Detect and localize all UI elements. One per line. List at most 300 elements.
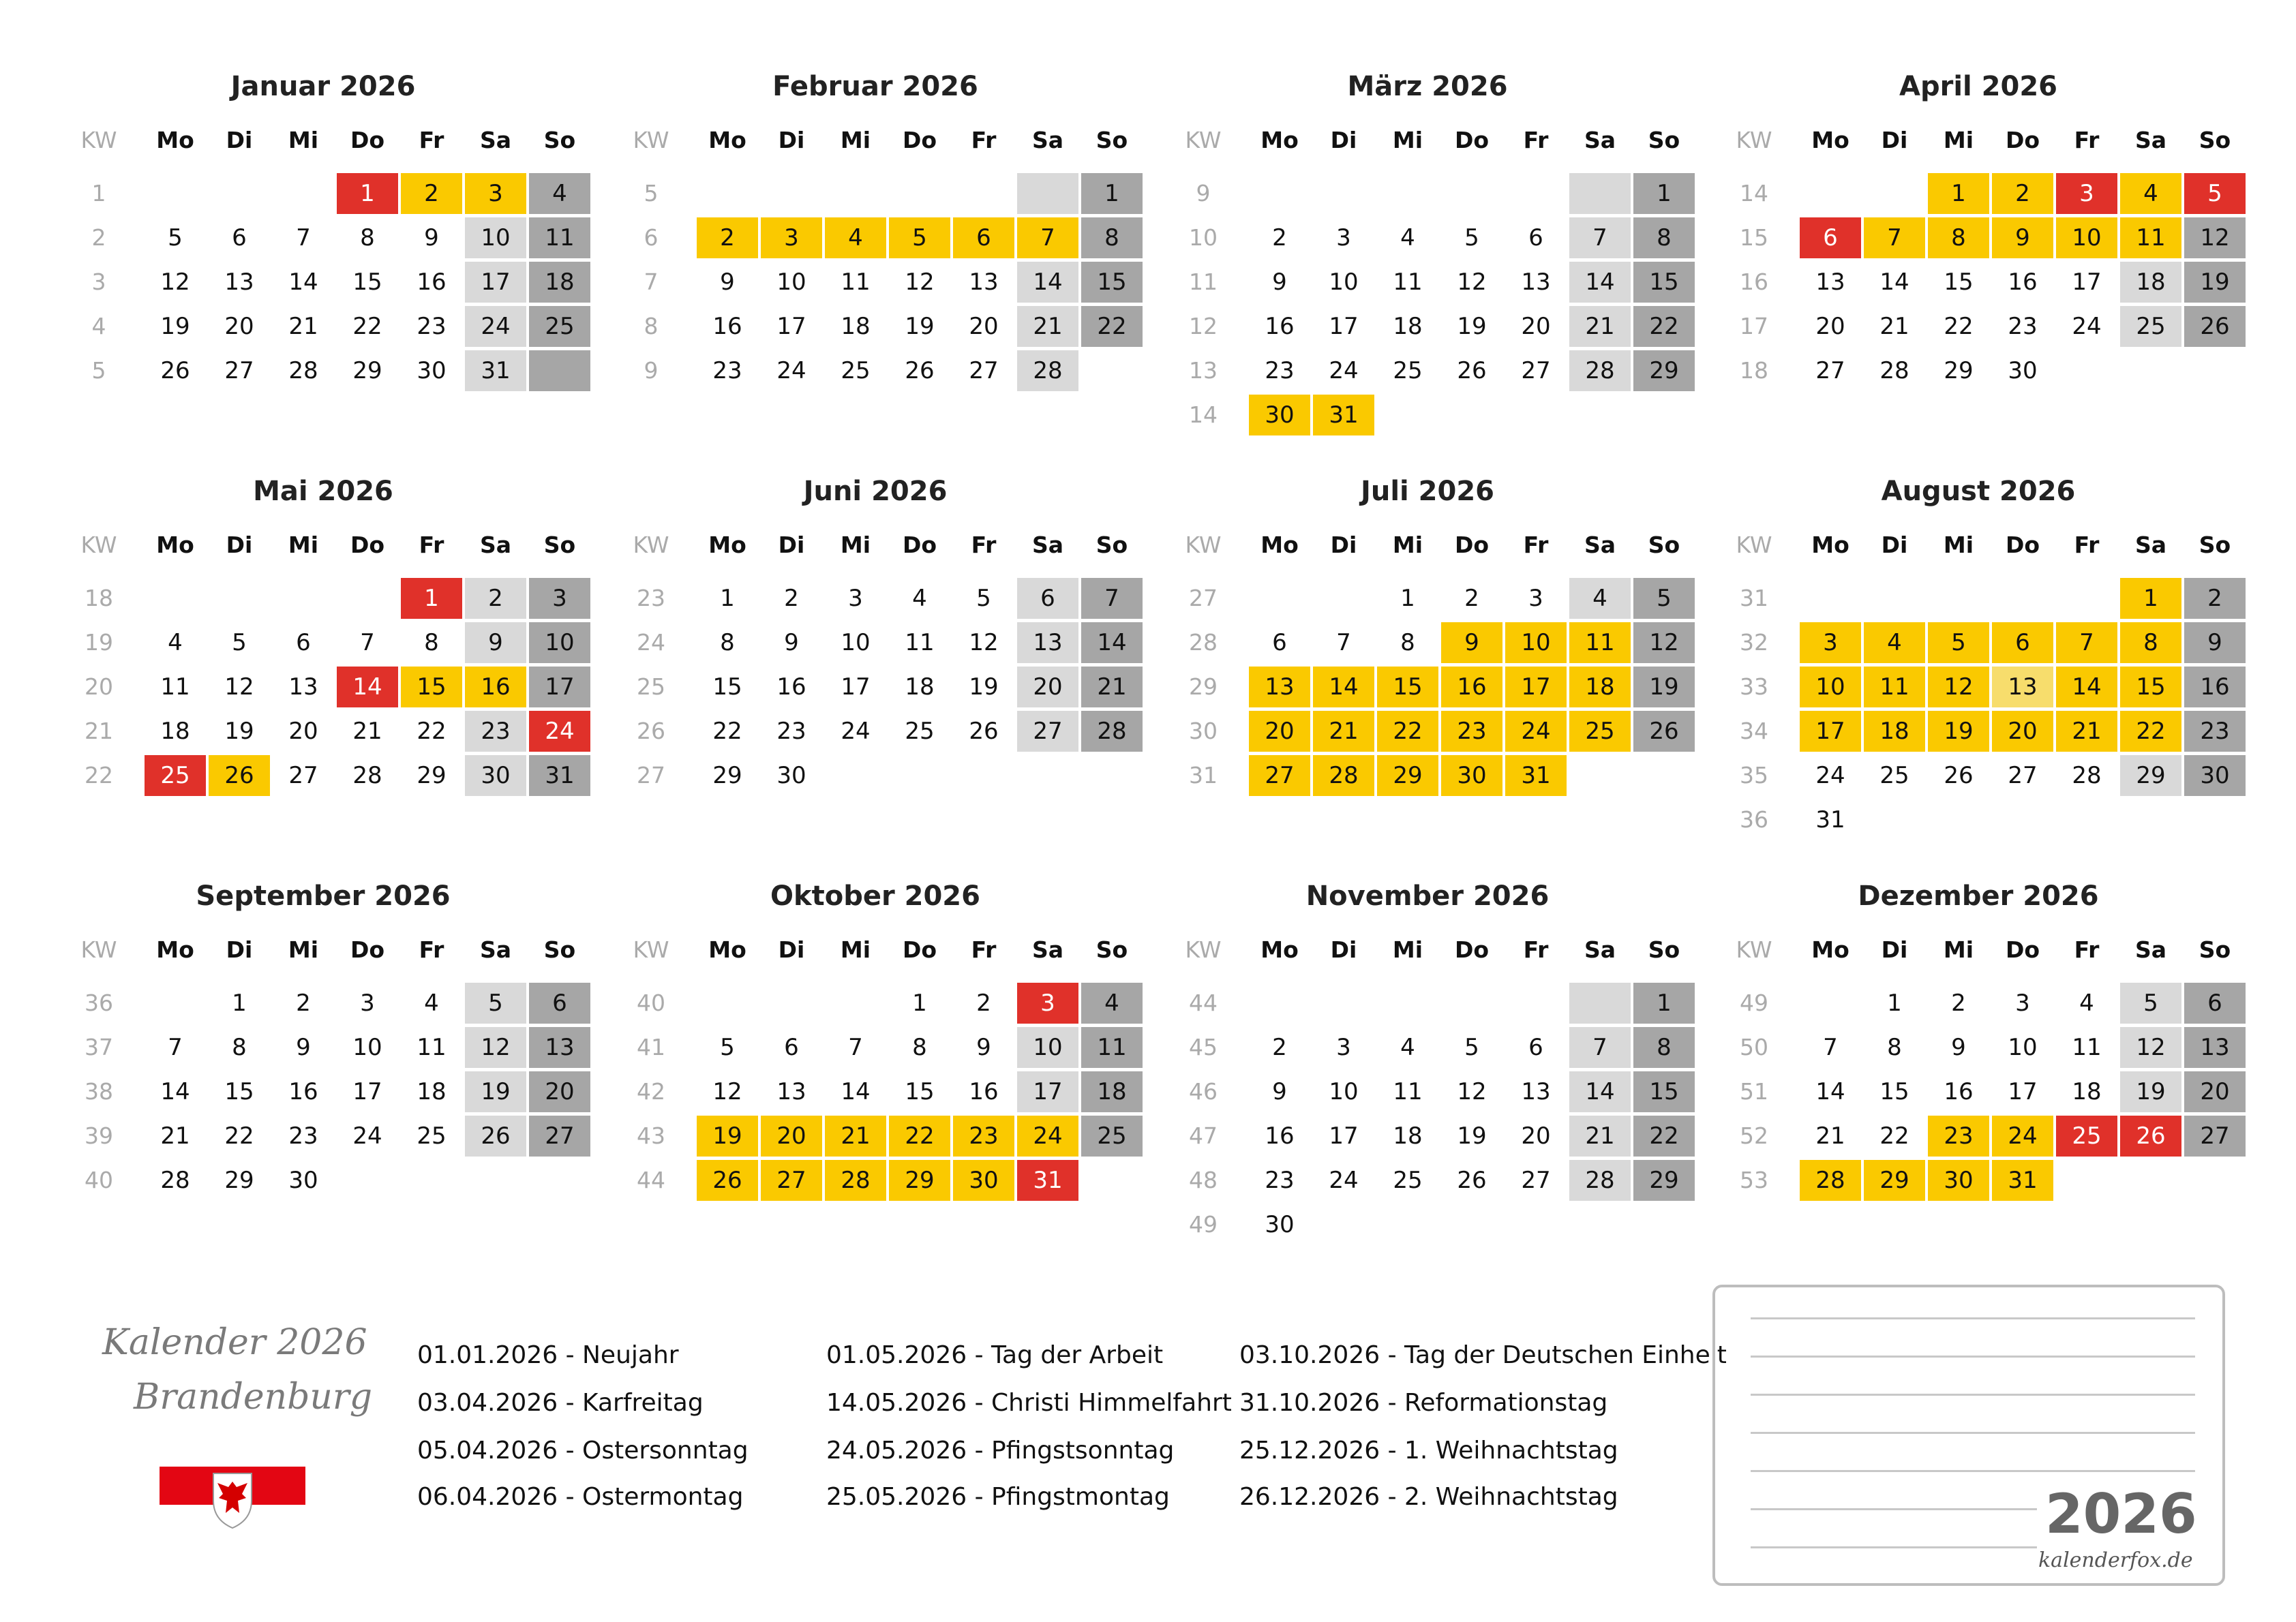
day-cell: 17	[1800, 711, 1861, 752]
weekday-header: Mi	[840, 532, 871, 558]
weekday-header: Fr	[2074, 532, 2100, 558]
day-cell: 7	[360, 629, 375, 656]
day-cell: 22	[1633, 306, 1695, 347]
day-cell: 25	[417, 1122, 447, 1150]
day-cell: 20	[2184, 1071, 2246, 1112]
day-cell: 13	[1521, 269, 1551, 296]
day-cell: 29	[1633, 350, 1695, 391]
weekday-header: So	[1096, 127, 1128, 153]
weekday-header: Di	[226, 127, 253, 153]
day-cell: 17	[776, 313, 806, 340]
day-cell: 30	[776, 762, 806, 789]
day-cell: 5	[889, 217, 950, 258]
day-cell: 18	[1393, 1122, 1423, 1150]
day-cell: 21	[1569, 306, 1631, 347]
week-number: 31	[1189, 762, 1218, 789]
day-cell: 9	[1272, 269, 1287, 296]
day-cell: 5	[2120, 983, 2181, 1024]
week-number: 9	[1196, 180, 1211, 206]
weekday-header: Di	[226, 532, 253, 558]
weekday-header: Mo	[708, 936, 746, 963]
weekday-header: Do	[1454, 936, 1490, 963]
weekday-header: So	[543, 936, 576, 963]
weekday-header: Sa	[1031, 532, 1064, 558]
note-line	[1751, 1546, 2037, 1548]
weekday-header: Mo	[708, 532, 746, 558]
day-cell: 23	[1928, 1116, 1989, 1157]
day-cell: 6	[1272, 629, 1287, 656]
day-cell: 25	[1569, 711, 1631, 752]
week-number: 4	[91, 313, 106, 339]
day-cell: 4	[1569, 578, 1631, 619]
day-cell: 9	[424, 224, 439, 251]
day-cell: 28	[1017, 350, 1078, 391]
kw-header: KW	[80, 936, 117, 963]
day-cell: 17	[1329, 1122, 1359, 1150]
week-number: 52	[1740, 1122, 1768, 1149]
day-cell: 3	[848, 585, 863, 612]
weekday-header: So	[2199, 532, 2231, 558]
day-cell: 30	[1928, 1160, 1989, 1201]
weekday-header: Mo	[1811, 936, 1849, 963]
day-cell: 17	[1505, 667, 1567, 707]
weekday-header: Do	[1454, 127, 1490, 153]
day-cell: 18	[417, 1078, 447, 1105]
month-title: Oktober 2026	[770, 881, 980, 912]
day-cell: 28	[1569, 1160, 1631, 1201]
note-line	[1751, 1508, 2037, 1510]
holiday-entry: 25.12.2026 - 1. Weihnachtstag	[1239, 1437, 1618, 1465]
weekday-header: Mi	[840, 936, 871, 963]
day-cell: 24	[2072, 313, 2102, 340]
day-cell: 25	[2120, 306, 2181, 347]
day-cell: 29	[224, 1167, 254, 1194]
weekday-header: Sa	[479, 936, 512, 963]
day-cell: 9	[976, 1034, 991, 1061]
day-cell: 1	[1081, 173, 1143, 214]
day-cell: 5	[2184, 173, 2246, 214]
day-cell: 12	[905, 269, 935, 296]
day-cell: 14	[1569, 1071, 1631, 1112]
day-cell: 15	[1879, 1078, 1909, 1105]
day-cell: 12	[224, 673, 254, 701]
day-cell: 6	[953, 217, 1014, 258]
day-cell: 31	[529, 755, 590, 796]
day-cell: 18	[1393, 313, 1423, 340]
day-cell: 22	[2120, 711, 2181, 752]
day-cell: 1	[401, 578, 462, 619]
month-title: März 2026	[1347, 71, 1508, 102]
day-cell: 2	[976, 990, 991, 1017]
day-cell: 20	[1249, 711, 1310, 752]
day-cell: 10	[465, 217, 526, 258]
day-cell: 9	[2184, 622, 2246, 663]
day-cell: 14	[288, 269, 318, 296]
weekday-header: Mo	[156, 532, 194, 558]
day-cell: 27	[1249, 755, 1310, 796]
week-number: 24	[637, 629, 665, 656]
day-cell: 19	[160, 313, 190, 340]
day-cell: 24	[1815, 762, 1845, 789]
day-cell: 25	[1393, 357, 1423, 384]
day-cell: 6	[1528, 1034, 1543, 1061]
day-cell: 20	[288, 718, 318, 745]
day-cell: 16	[776, 673, 806, 701]
day-cell: 13	[2184, 1027, 2246, 1068]
day-cell: 27	[761, 1160, 822, 1201]
day-cell	[1569, 983, 1631, 1024]
weekday-header: Mi	[1392, 127, 1423, 153]
day-cell: 13	[969, 269, 999, 296]
week-number: 5	[644, 180, 659, 206]
week-number: 44	[637, 1167, 665, 1193]
day-cell: 13	[1249, 667, 1310, 707]
weekday-header: Fr	[419, 127, 444, 153]
site-brand: kalenderfox.de	[2038, 1548, 2193, 1572]
day-cell: 16	[465, 667, 526, 707]
day-cell: 11	[1393, 1078, 1423, 1105]
weekday-header: Mo	[1260, 127, 1299, 153]
day-cell: 23	[1265, 357, 1295, 384]
day-cell: 29	[712, 762, 742, 789]
day-cell: 14	[2056, 667, 2117, 707]
day-cell: 25	[1393, 1167, 1423, 1194]
day-cell: 4	[2079, 990, 2094, 1017]
day-cell: 18	[2120, 262, 2181, 303]
holiday-entry: 14.05.2026 - Christi Himmelfahrt	[826, 1389, 1232, 1417]
weekday-header: Mi	[1943, 936, 1974, 963]
week-number: 14	[1740, 180, 1768, 206]
note-line	[1751, 1317, 2195, 1319]
day-cell: 1	[1400, 585, 1415, 612]
weekday-header: Mi	[288, 936, 319, 963]
weekday-header: Mi	[288, 127, 319, 153]
weekday-header: Mo	[1260, 532, 1299, 558]
day-cell: 6	[1992, 622, 2053, 663]
day-cell: 12	[969, 629, 999, 656]
weekday-header: Mo	[156, 127, 194, 153]
day-cell: 10	[352, 1034, 382, 1061]
day-cell: 17	[841, 673, 871, 701]
kw-header: KW	[1185, 936, 1222, 963]
day-cell: 9	[1992, 217, 2053, 258]
week-number: 28	[1189, 629, 1218, 656]
day-cell: 31	[1815, 806, 1845, 833]
day-cell: 26	[697, 1160, 758, 1201]
day-cell: 27	[288, 762, 318, 789]
week-number: 17	[1740, 313, 1768, 339]
kw-header: KW	[1185, 127, 1222, 153]
day-cell: 23	[2008, 313, 2038, 340]
day-cell: 28	[1800, 1160, 1861, 1201]
weekday-header: Do	[1454, 532, 1490, 558]
day-cell: 7	[1017, 217, 1078, 258]
day-cell: 27	[224, 357, 254, 384]
day-cell: 28	[288, 357, 318, 384]
day-cell: 14	[1815, 1078, 1845, 1105]
day-cell: 2	[1272, 224, 1287, 251]
week-number: 50	[1740, 1034, 1768, 1060]
day-cell: 7	[168, 1034, 183, 1061]
day-cell: 22	[1879, 1122, 1909, 1150]
week-number: 13	[1189, 357, 1218, 384]
weekday-header: Mi	[1943, 127, 1974, 153]
day-cell: 16	[969, 1078, 999, 1105]
holiday-entry: 24.05.2026 - Pfingstsonntag	[826, 1437, 1175, 1465]
day-cell: 6	[2184, 983, 2246, 1024]
weekday-header: Sa	[1031, 936, 1064, 963]
day-cell: 23	[1265, 1167, 1295, 1194]
day-cell: 24	[1017, 1116, 1078, 1157]
week-number: 14	[1189, 401, 1218, 428]
week-number: 15	[1740, 224, 1768, 251]
day-cell: 5	[720, 1034, 735, 1061]
day-cell: 6	[232, 224, 247, 251]
day-cell: 11	[160, 673, 190, 701]
holiday-entry: 01.05.2026 - Tag der Arbeit	[826, 1341, 1164, 1369]
week-number: 9	[644, 357, 659, 384]
day-cell: 31	[1017, 1160, 1078, 1201]
day-cell: 12	[160, 269, 190, 296]
day-cell: 9	[784, 629, 799, 656]
day-cell: 16	[712, 313, 742, 340]
note-line	[1751, 1356, 2195, 1358]
day-cell: 21	[1569, 1116, 1631, 1157]
day-cell: 16	[2184, 667, 2246, 707]
kw-header: KW	[1736, 936, 1772, 963]
day-cell: 19	[905, 313, 935, 340]
day-cell: 13	[529, 1027, 590, 1068]
day-cell: 31	[465, 350, 526, 391]
day-cell: 3	[1017, 983, 1078, 1024]
day-cell: 11	[1081, 1027, 1143, 1068]
day-cell: 16	[1441, 667, 1502, 707]
week-number: 37	[85, 1034, 113, 1060]
weekday-header: Fr	[2074, 936, 2100, 963]
weekday-header: Di	[778, 936, 805, 963]
day-cell: 10	[529, 622, 590, 663]
day-cell: 17	[352, 1078, 382, 1105]
day-cell: 15	[905, 1078, 935, 1105]
state-name: Brandenburg	[134, 1377, 373, 1418]
week-number: 33	[1740, 673, 1768, 700]
week-number: 25	[637, 673, 665, 700]
day-cell: 18	[841, 313, 871, 340]
day-cell: 21	[288, 313, 318, 340]
day-cell: 16	[1265, 313, 1295, 340]
day-cell: 25	[2056, 1116, 2117, 1157]
week-number: 51	[1740, 1078, 1768, 1105]
note-line	[1751, 1394, 2195, 1396]
day-cell: 9	[720, 269, 735, 296]
day-cell: 24	[1329, 1167, 1359, 1194]
day-cell: 8	[1081, 217, 1143, 258]
day-cell: 20	[969, 313, 999, 340]
day-cell: 9	[1441, 622, 1502, 663]
week-number: 5	[91, 357, 106, 384]
day-cell: 29	[352, 357, 382, 384]
day-cell: 7	[1569, 1027, 1631, 1068]
day-cell: 27	[1017, 711, 1078, 752]
day-cell: 17	[1329, 313, 1359, 340]
day-cell: 18	[1569, 667, 1631, 707]
weekday-header: So	[543, 532, 576, 558]
week-number: 18	[85, 585, 113, 611]
day-cell: 13	[1521, 1078, 1551, 1105]
day-cell: 4	[168, 629, 183, 656]
weekday-header: Di	[1330, 127, 1357, 153]
holiday-entry: 03.04.2026 - Karfreitag	[417, 1389, 704, 1417]
day-cell: 15	[1081, 262, 1143, 303]
day-cell: 9	[1951, 1034, 1966, 1061]
day-cell: 21	[160, 1122, 190, 1150]
day-cell: 1	[1887, 990, 1902, 1017]
day-cell: 6	[1528, 224, 1543, 251]
day-cell: 21	[1017, 306, 1078, 347]
day-cell: 25	[145, 755, 206, 796]
day-cell: 12	[2120, 1027, 2181, 1068]
day-cell: 8	[424, 629, 439, 656]
week-number: 44	[1189, 990, 1218, 1016]
week-number: 22	[85, 762, 113, 789]
week-number: 49	[1189, 1211, 1218, 1238]
week-number: 34	[1740, 718, 1768, 744]
day-cell: 11	[1569, 622, 1631, 663]
day-cell: 2	[1464, 585, 1479, 612]
day-cell: 23	[417, 313, 447, 340]
day-cell: 20	[1815, 313, 1845, 340]
kw-header: KW	[633, 127, 669, 153]
weekday-header: So	[1096, 936, 1128, 963]
day-cell: 5	[465, 983, 526, 1024]
day-cell: 18	[1081, 1071, 1143, 1112]
day-cell: 5	[232, 629, 247, 656]
day-cell: 7	[1081, 578, 1143, 619]
day-cell: 23	[465, 711, 526, 752]
day-cell: 17	[529, 667, 590, 707]
weekday-header: So	[2199, 127, 2231, 153]
day-cell: 31	[1505, 755, 1567, 796]
day-cell: 8	[1887, 1034, 1902, 1061]
day-cell: 1	[1633, 983, 1695, 1024]
day-cell: 8	[912, 1034, 927, 1061]
weekday-header: Do	[350, 127, 385, 153]
day-cell: 1	[1928, 173, 1989, 214]
week-number: 42	[637, 1078, 665, 1105]
day-cell: 20	[224, 313, 254, 340]
day-cell: 7	[1336, 629, 1351, 656]
day-cell: 29	[1377, 755, 1438, 796]
day-cell: 24	[1505, 711, 1567, 752]
week-number: 53	[1740, 1167, 1768, 1193]
day-cell: 28	[1313, 755, 1374, 796]
weekday-header: Do	[2005, 532, 2040, 558]
day-cell: 26	[1457, 357, 1487, 384]
day-cell: 11	[417, 1034, 447, 1061]
day-cell: 27	[2008, 762, 2038, 789]
day-cell: 11	[905, 629, 935, 656]
day-cell: 9	[296, 1034, 311, 1061]
day-cell: 13	[1992, 667, 2053, 707]
kw-header: KW	[80, 127, 117, 153]
day-cell: 21	[1815, 1122, 1845, 1150]
day-cell: 29	[1864, 1160, 1925, 1201]
day-cell: 2	[697, 217, 758, 258]
holiday-entry: 26.12.2026 - 2. Weihnachtstag	[1239, 1483, 1618, 1511]
day-cell: 2	[465, 578, 526, 619]
day-cell: 26	[1944, 762, 1974, 789]
day-cell: 16	[288, 1078, 318, 1105]
day-cell: 24	[352, 1122, 382, 1150]
day-cell: 6	[1800, 217, 1861, 258]
weekday-header: Sa	[1584, 127, 1616, 153]
month-title: Februar 2026	[772, 71, 978, 102]
weekday-header: Mo	[156, 936, 194, 963]
day-cell: 10	[776, 269, 806, 296]
month-title: Januar 2026	[230, 71, 416, 102]
day-cell: 15	[1377, 667, 1438, 707]
day-cell: 10	[2056, 217, 2117, 258]
day-cell: 21	[1081, 667, 1143, 707]
day-cell: 27	[1815, 357, 1845, 384]
month-title: Juni 2026	[803, 476, 948, 507]
day-cell: 10	[2008, 1034, 2038, 1061]
weekday-header: Mi	[840, 127, 871, 153]
day-cell: 31	[1992, 1160, 2053, 1201]
day-cell: 3	[360, 990, 375, 1017]
week-number: 48	[1189, 1167, 1218, 1193]
day-cell: 24	[1329, 357, 1359, 384]
weekday-header: Sa	[479, 127, 512, 153]
weekday-header: Sa	[2134, 532, 2167, 558]
day-cell: 1	[2120, 578, 2181, 619]
day-cell: 2	[784, 585, 799, 612]
week-number: 47	[1189, 1122, 1218, 1149]
day-cell	[529, 350, 590, 391]
weekday-header: Do	[902, 936, 937, 963]
kw-header: KW	[80, 532, 117, 558]
day-cell: 23	[712, 357, 742, 384]
weekday-header: Mo	[1260, 936, 1299, 963]
day-cell: 18	[529, 262, 590, 303]
day-cell: 4	[529, 173, 590, 214]
day-cell: 28	[352, 762, 382, 789]
day-cell: 13	[1017, 622, 1078, 663]
day-cell: 25	[529, 306, 590, 347]
day-cell: 19	[2120, 1071, 2181, 1112]
day-cell: 17	[1017, 1071, 1078, 1112]
day-cell: 15	[352, 269, 382, 296]
day-cell: 24	[465, 306, 526, 347]
day-cell: 17	[2008, 1078, 2038, 1105]
day-cell: 3	[529, 578, 590, 619]
day-cell: 7	[1864, 217, 1925, 258]
day-cell: 8	[232, 1034, 247, 1061]
day-cell: 28	[160, 1167, 190, 1194]
day-cell: 14	[160, 1078, 190, 1105]
day-cell: 30	[2184, 755, 2246, 796]
day-cell: 15	[1944, 269, 1974, 296]
week-number: 36	[1740, 806, 1768, 833]
weekday-header: So	[1096, 532, 1128, 558]
holiday-entry: 01.01.2026 - Neujahr	[417, 1341, 679, 1369]
weekday-header: Mi	[1943, 532, 1974, 558]
weekday-header: Do	[350, 936, 385, 963]
day-cell: 14	[1081, 622, 1143, 663]
day-cell: 3	[1800, 622, 1861, 663]
day-cell: 26	[1457, 1167, 1487, 1194]
week-number: 36	[85, 990, 113, 1016]
